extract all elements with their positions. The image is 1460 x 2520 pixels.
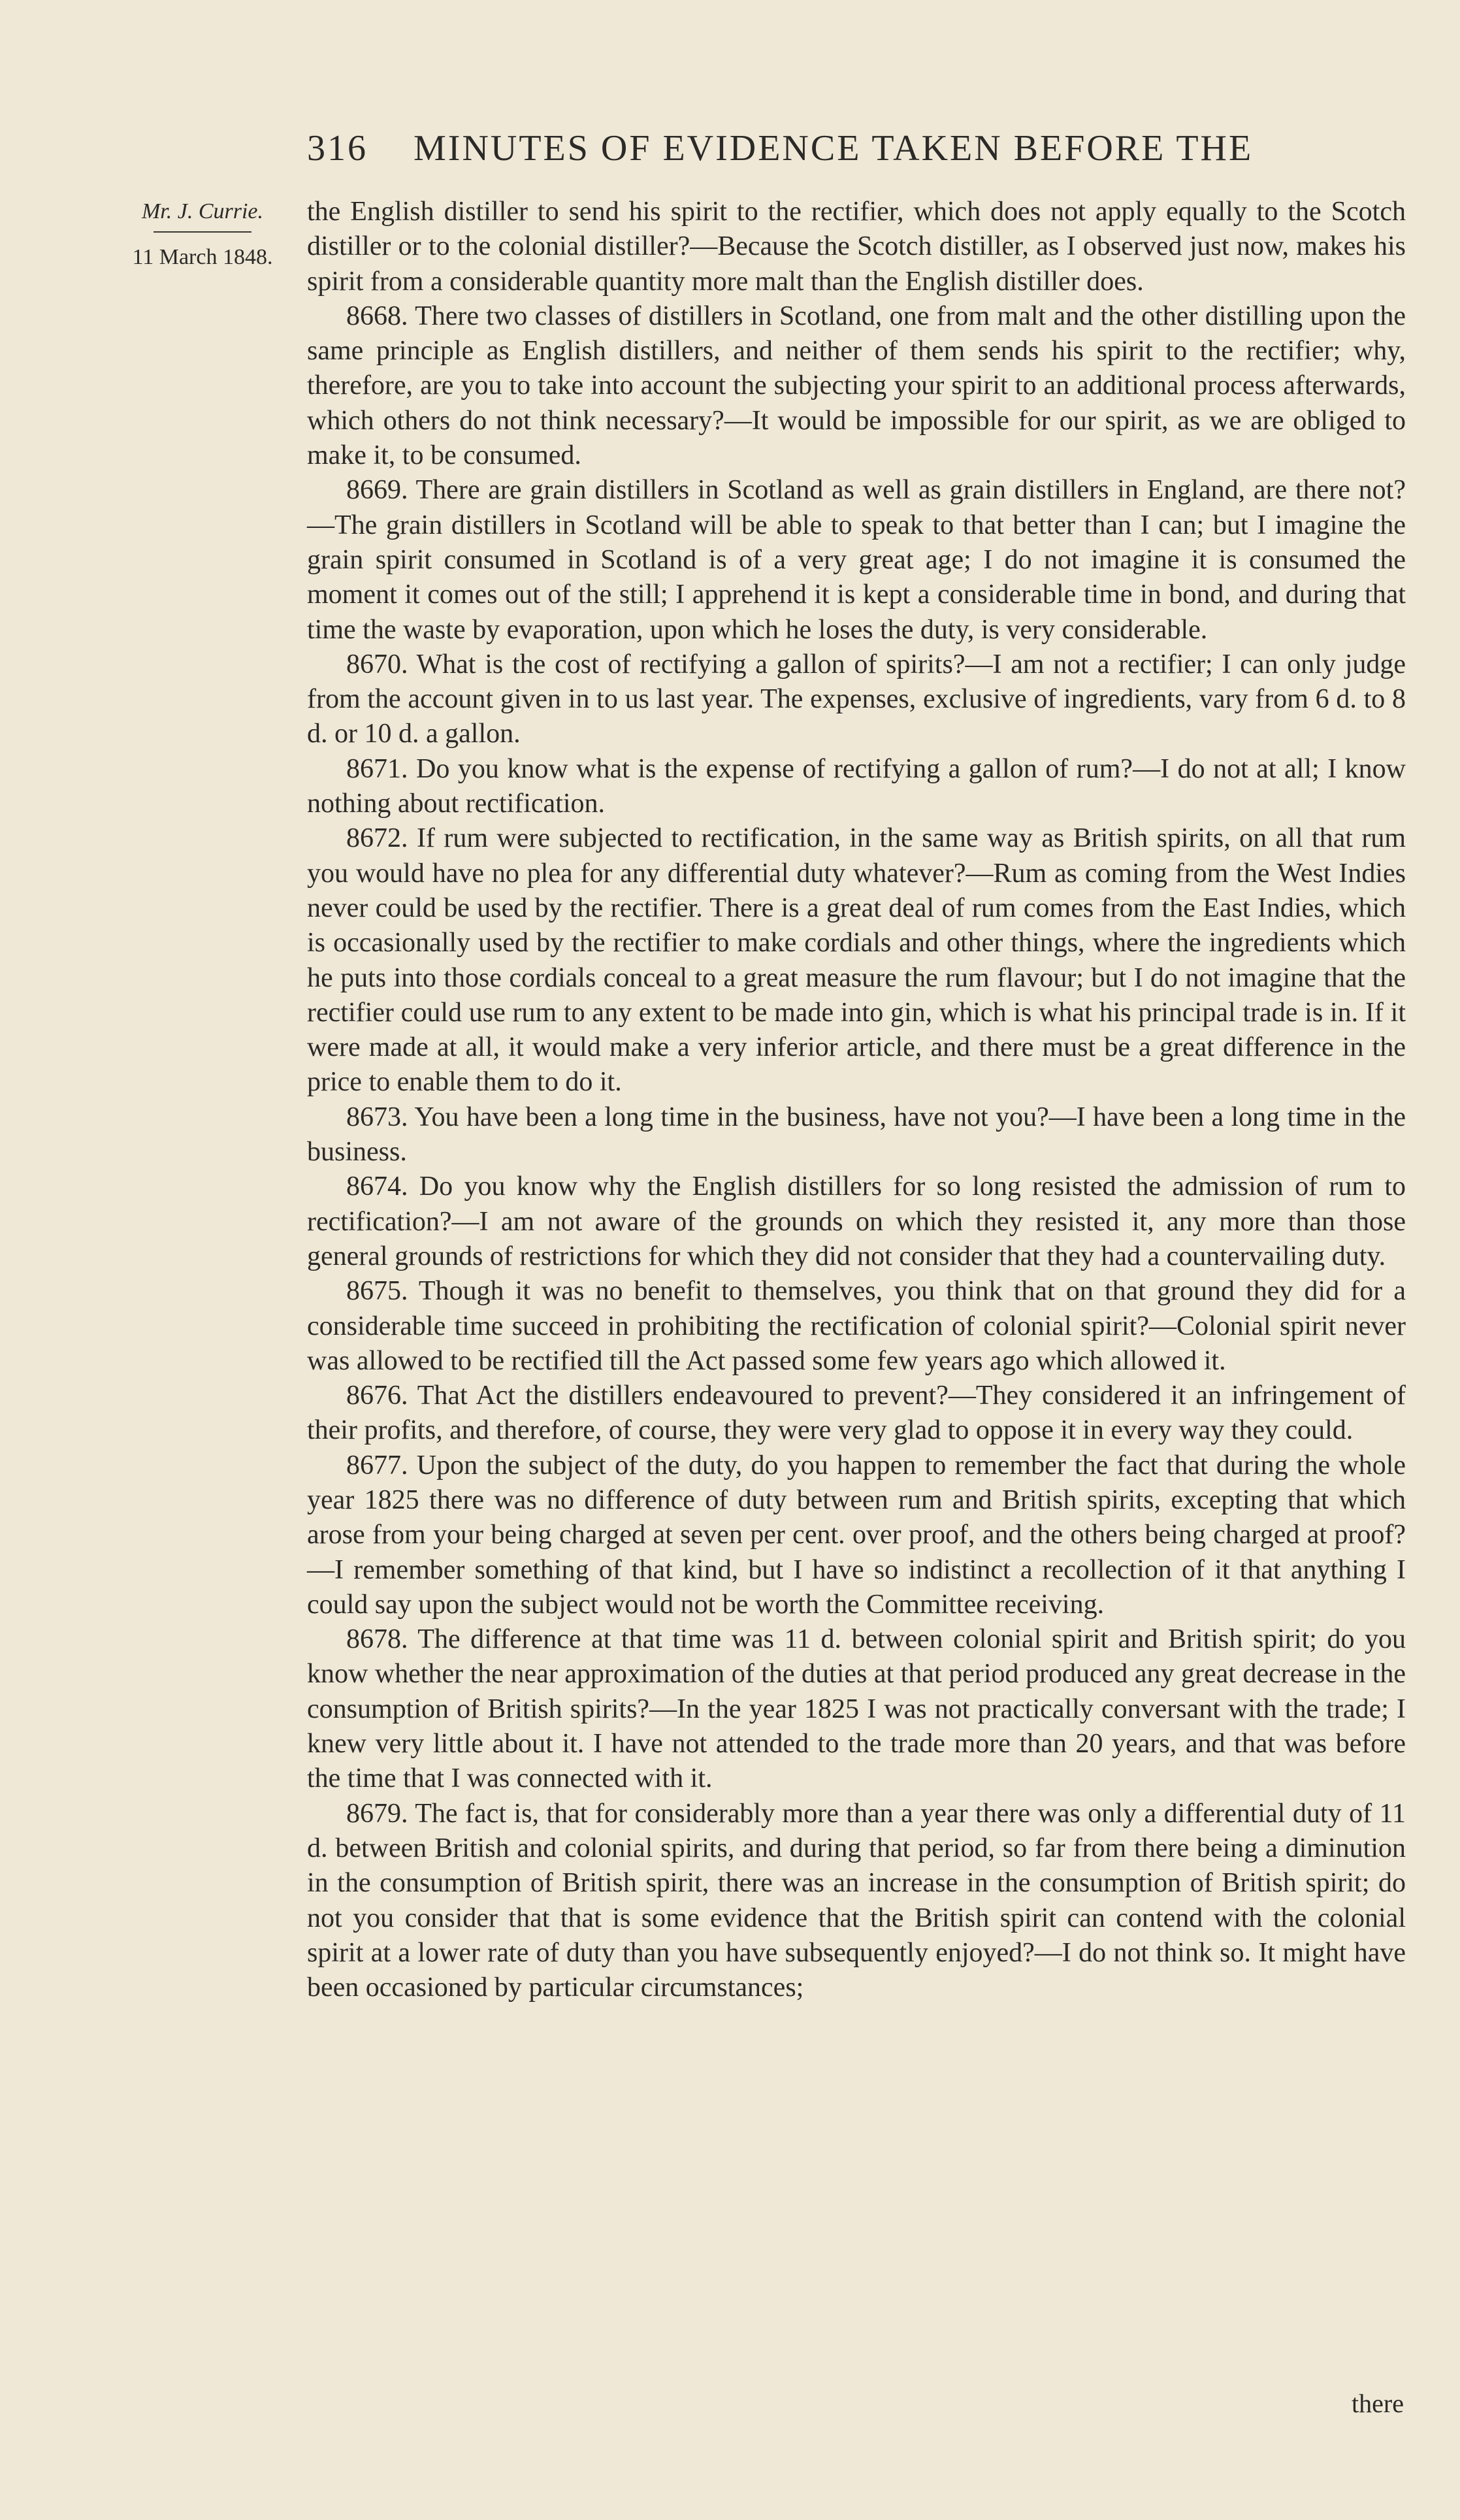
question-number: 8673. — [346, 1102, 408, 1132]
question-number: 8678. — [346, 1624, 408, 1655]
paragraph — [307, 299, 1406, 473]
paragraph — [307, 821, 1406, 1100]
paragraph-text: There are grain distillers in Scotland as well as grain distillers in England, are there not?—The grain distillers in Scotland will be able to speak to that better than I can; but I imagine the grain spirit consumed in Scotland is of a very great age; I do not imagine it is consumed the moment it comes out of the still; I apprehend it is kept a considerable time in bond, and during that time the waste by evaporation, upon which he loses the duty, is very considerable. — [307, 475, 1406, 645]
paragraph-text: What is the cost of rectifying a gallon of spirits?—I am not a rectifier; I can only judge from the account given in to us last year. The expenses, exclusive of ingredients, vary from 6 d. to 8 d. or 10 d. a gallon. — [307, 649, 1406, 749]
paragraph — [307, 1797, 1406, 2006]
paragraph-text: Though it was no benefit to themselves, you think that on that ground they did for a considerable time succeed in prohibiting the rectification of colonial spirit?—Colonial spirit never was allowed to be rectified till the Act passed some few years ago which allowed it. — [307, 1276, 1406, 1376]
paragraph — [307, 647, 1406, 752]
question-number: 8677. — [346, 1450, 408, 1481]
question-number: 8676. — [346, 1381, 408, 1411]
question-number: 8669. — [346, 475, 408, 506]
paragraph-text: That Act the distillers endeavoured to prevent?—They considered it an infringement of their profits, and therefore, of course, they were very glad to oppose it in every way they could. — [307, 1381, 1406, 1446]
running-title: MINUTES OF EVIDENCE TAKEN BEFORE THE — [414, 128, 1254, 169]
paragraph-text: Upon the subject of the duty, do you happen to remember the fact that during the whole year 1825 there was no difference of duty between rum and British spirits, excepting that which arose from your being charged at seven per cent. over proof, and the others being charged at proof?—I remember something of that kind, but I have so indistinct a recollection of it that anything I could say upon the subject would not be worth the Committee receiving. — [307, 1450, 1406, 1620]
margin-note — [114, 196, 291, 273]
question-number: 8672. — [346, 823, 408, 854]
paragraph — [307, 473, 1406, 647]
paragraph — [307, 1622, 1406, 1796]
page-number: 316 — [307, 128, 368, 169]
question-number: 8675. — [346, 1276, 408, 1307]
paragraph-text: The difference at that time was 11 d. between colonial spirit and British spirit; do you know whether the near approximation of the duties at that period produced any great decrease in the consumption of British spirits?—In the year 1825 I was not practically conversant with the trade; I knew very little about it. I have not attended to the trade more than 20 years, and that was before the time that I was connected with it. — [307, 1624, 1406, 1794]
paragraph-text: the English distiller to send his spirit to the rectifier, which does not apply equally to the Scotch distiller or to the colonial distiller?—Because the Scotch distiller, as I observed just now, makes his spirit from a considerable quantity more malt than the English distiller does. — [307, 197, 1406, 297]
paragraph — [307, 752, 1406, 822]
evidence-body — [307, 195, 1406, 2005]
paragraph — [307, 1170, 1406, 1274]
question-number: 8670. — [346, 649, 408, 679]
running-header — [307, 127, 1287, 180]
paragraph — [307, 1379, 1406, 1448]
paragraph-text: The fact is, that for considerably more than a year there was only a differential duty of 11 d. between British and colonial spirits, and during that period, so far from there being a diminution in the consumption of British spirit, there was an increase in the consumption of British spirit; do not you consider that that is some evidence that the British spirit can contend with the colonial spirit at a lower rate of duty than you have subsequently enjoyed?—I do not think so. It might have been occasioned by particular circumstances; — [307, 1798, 1406, 2003]
question-number: 8674. — [346, 1171, 408, 1202]
question-number: 8668. — [346, 301, 408, 331]
paragraph — [307, 195, 1406, 299]
question-number: 8679. — [346, 1798, 408, 1829]
margin-rule — [154, 231, 251, 233]
paragraph — [307, 1448, 1406, 1622]
paragraph — [307, 1100, 1406, 1170]
paragraph-text: If rum were subjected to rectification, in the same way as British spirits, on all that rum you would have no plea for any differential duty whatever?—Rum as coming from the West Indies never could be used by the rectifier. There is a great deal of rum comes from the East Indies, which is occasionally used by the rectifier to make cordials and other things, where the ingredients which he puts into those cordials conceal to a great measure the rum flavour; but I do not imagine that the rectifier could use rum to any extent to be made into gin, which is what his principal trade is in. If it were made at all, it would make a very inferior article, and there must be a great difference in the price to enable them to do it. — [307, 823, 1406, 1098]
paragraph-text: You have been a long time in the business, have not you?—I have been a long time in the business. — [307, 1102, 1406, 1168]
witness-name: Mr. J. Currie. — [141, 199, 264, 223]
paragraph-text: There two classes of distillers in Scotland, one from malt and the other distilling upon the same principle as English distillers, and neither of them sends his spirit to the rectifier; why, therefore, are you to take into account the subjecting your spirit to an additional process afterwards, which others do not think necessary?—It would be impossible for our spirit, as we are obliged to make it, to be consumed. — [307, 301, 1406, 471]
question-number: 8671. — [346, 753, 408, 784]
paragraph-text: Do you know why the English distillers for so long resisted the admission of rum to rectification?—I am not aware of the grounds on which they resisted it, any more than those general grounds of restrictions for which they did not consider that they had a countervailing duty. — [307, 1171, 1406, 1271]
paragraph — [307, 1274, 1406, 1379]
paragraph-text: Do you know what is the expense of rectifying a gallon of rum?—I do not at all; I know nothing about rectification. — [307, 753, 1406, 819]
evidence-date: 11 March 1848. — [132, 245, 273, 269]
catchword: there — [1352, 2389, 1404, 2418]
